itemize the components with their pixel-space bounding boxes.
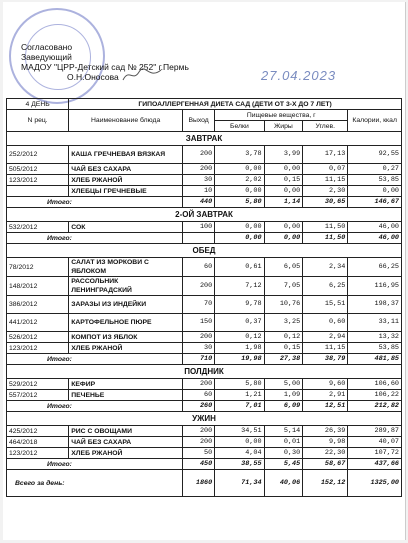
- table-cell: 22,30: [303, 448, 348, 459]
- table-cell: КАША ГРЕЧНЕВАЯ ВЯЗКАЯ: [69, 146, 183, 164]
- table-cell: 252/2012: [7, 146, 69, 164]
- total-row: [7, 354, 402, 365]
- table-cell: 450: [183, 459, 215, 470]
- table-cell: 6,25: [303, 277, 348, 296]
- col-calories: Калории, ккал: [348, 110, 402, 132]
- table-cell: 529/2012: [7, 379, 69, 390]
- table-cell: Итого:: [7, 459, 183, 470]
- table-cell: 2,02: [215, 175, 264, 186]
- table-cell: 53,85: [348, 343, 402, 354]
- table-cell: 212,82: [348, 401, 402, 412]
- table-cell: 5,80: [215, 379, 264, 390]
- table-cell: 71,34: [215, 470, 264, 497]
- table-cell: 9,60: [303, 379, 348, 390]
- table-cell: Всего за день:: [7, 470, 183, 497]
- table-cell: 2,91: [303, 390, 348, 401]
- table-row: [7, 379, 402, 390]
- table-cell: 1860: [183, 470, 215, 497]
- table-cell: 60: [183, 258, 215, 277]
- table-cell: 33,11: [348, 314, 402, 332]
- table-cell: 12,51: [303, 401, 348, 412]
- table-cell: 30: [183, 175, 215, 186]
- table-cell: 0,30: [264, 448, 303, 459]
- handwritten-date: 27.04.2023: [261, 68, 337, 83]
- table-cell: 4,04: [215, 448, 264, 459]
- table-cell: 150: [183, 314, 215, 332]
- table-cell: ЧАЙ БЕЗ САХАРА: [69, 437, 183, 448]
- table-cell: 0,00: [264, 233, 303, 244]
- table-cell: 2,34: [303, 258, 348, 277]
- table-cell: 5,80: [215, 197, 264, 208]
- table-row: [7, 277, 402, 296]
- table-cell: 30,65: [303, 197, 348, 208]
- table-cell: [7, 186, 69, 197]
- table-cell: 505/2012: [7, 164, 69, 175]
- table-cell: 146,67: [348, 197, 402, 208]
- table-cell: 526/2012: [7, 332, 69, 343]
- table-cell: 38,79: [303, 354, 348, 365]
- table-cell: 437,66: [348, 459, 402, 470]
- table-cell: КОМПОТ ИЗ ЯБЛОК: [69, 332, 183, 343]
- table-cell: 106,22: [348, 390, 402, 401]
- table-cell: 26,39: [303, 426, 348, 437]
- table-cell: 198,37: [348, 296, 402, 314]
- table-cell: 0,00: [215, 437, 264, 448]
- table-cell: 0,15: [264, 175, 303, 186]
- table-cell: 200: [183, 437, 215, 448]
- table-cell: 60: [183, 390, 215, 401]
- table-cell: 200: [183, 379, 215, 390]
- total-row: [7, 459, 402, 470]
- table-row: [7, 343, 402, 354]
- table-cell: 38,55: [215, 459, 264, 470]
- table-cell: [183, 233, 215, 244]
- table-cell: 3,99: [264, 146, 303, 164]
- table-cell: 200: [183, 146, 215, 164]
- table-cell: 200: [183, 277, 215, 296]
- table-cell: КЕФИР: [69, 379, 183, 390]
- table-cell: Итого:: [7, 354, 183, 365]
- table-row: [7, 390, 402, 401]
- table-cell: 440: [183, 197, 215, 208]
- table-cell: ПЕЧЕНЬЕ: [69, 390, 183, 401]
- table-cell: 0,60: [303, 314, 348, 332]
- table-cell: 1,09: [264, 390, 303, 401]
- table-cell: ХЛЕБЦЫ ГРЕЧНЕВЫЕ: [69, 186, 183, 197]
- table-cell: Итого:: [7, 197, 183, 208]
- table-cell: 532/2012: [7, 222, 69, 233]
- total-row: [7, 233, 402, 244]
- section-title: 2-ОЙ ЗАВТРАК: [7, 208, 402, 222]
- table-cell: 5,45: [264, 459, 303, 470]
- table-cell: 386/2012: [7, 296, 69, 314]
- table-cell: 0,00: [264, 186, 303, 197]
- table-cell: 40,07: [348, 437, 402, 448]
- table-cell: Итого:: [7, 401, 183, 412]
- table-cell: СОК: [69, 222, 183, 233]
- table-cell: 2,94: [303, 332, 348, 343]
- table-cell: 66,25: [348, 258, 402, 277]
- table-cell: 2,30: [303, 186, 348, 197]
- table-cell: 7,12: [215, 277, 264, 296]
- table-cell: 1325,00: [348, 470, 402, 497]
- table-row: [7, 437, 402, 448]
- table-cell: 7,05: [264, 277, 303, 296]
- table-cell: 152,12: [303, 470, 348, 497]
- table-cell: ХЛЕБ РЖАНОЙ: [69, 448, 183, 459]
- table-cell: 3,25: [264, 314, 303, 332]
- col-nutrients: Пищевые вещества, г: [215, 110, 348, 121]
- col-recipe: N рец.: [7, 110, 69, 132]
- table-cell: 46,00: [348, 222, 402, 233]
- section-header: [7, 132, 402, 146]
- table-cell: 34,51: [215, 426, 264, 437]
- table-cell: ЗАРАЗЫ ИЗ ИНДЕЙКИ: [69, 296, 183, 314]
- table-cell: 5,14: [264, 426, 303, 437]
- table-cell: 30: [183, 343, 215, 354]
- table-cell: 50: [183, 448, 215, 459]
- table-cell: 40,06: [264, 470, 303, 497]
- section-header: [7, 244, 402, 258]
- table-cell: 0,37: [215, 314, 264, 332]
- table-cell: 11,50: [303, 222, 348, 233]
- approval-line: МАДОУ "ЦРР-Детский сад № 252" г.Пермь: [21, 62, 189, 72]
- table-cell: 0,00: [215, 164, 264, 175]
- table-cell: 53,85: [348, 175, 402, 186]
- diet-title: ГИПОАЛЛЕРГЕННАЯ ДИЕТА САД (ДЕТИ ОТ 3-Х ДО 7 ЛЕТ): [69, 99, 402, 110]
- table-cell: 0,07: [303, 164, 348, 175]
- table-cell: 100: [183, 222, 215, 233]
- total-row: [7, 401, 402, 412]
- table-cell: КАРТОФЕЛЬНОЕ ПЮРЕ: [69, 314, 183, 332]
- table-row: [7, 314, 402, 332]
- table-cell: 1,21: [215, 390, 264, 401]
- table-row: [7, 258, 402, 277]
- table-cell: ХЛЕБ РЖАНОЙ: [69, 175, 183, 186]
- table-cell: 200: [183, 332, 215, 343]
- table-cell: 19,98: [215, 354, 264, 365]
- table-row: [7, 164, 402, 175]
- col-dish: Наименование блюда: [69, 110, 183, 132]
- table-cell: 0,00: [264, 222, 303, 233]
- table-cell: 9,98: [303, 437, 348, 448]
- table-cell: 9,78: [215, 296, 264, 314]
- table-cell: 46,00: [348, 233, 402, 244]
- table-cell: 70: [183, 296, 215, 314]
- table-cell: 11,15: [303, 175, 348, 186]
- table-row: [7, 426, 402, 437]
- menu-sheet: [3, 2, 406, 540]
- table-cell: 6,09: [264, 401, 303, 412]
- col-carbs: Углев.: [303, 121, 348, 132]
- col-protein: Белки: [215, 121, 264, 132]
- table-cell: 106,60: [348, 379, 402, 390]
- table-row: [7, 222, 402, 233]
- table-cell: 557/2012: [7, 390, 69, 401]
- table-cell: 710: [183, 354, 215, 365]
- section-header: [7, 208, 402, 222]
- table-cell: 13,32: [348, 332, 402, 343]
- table-cell: 200: [183, 426, 215, 437]
- signature: [121, 66, 163, 84]
- table-cell: 78/2012: [7, 258, 69, 277]
- section-header: [7, 365, 402, 379]
- table-cell: 481,85: [348, 354, 402, 365]
- table-cell: 3,78: [215, 146, 264, 164]
- approval-line: Согласовано: [21, 42, 73, 52]
- table-cell: 7,01: [215, 401, 264, 412]
- col-fat: Жиры: [264, 121, 303, 132]
- table-cell: 1,98: [215, 343, 264, 354]
- menu-table: [6, 98, 402, 497]
- table-cell: ЧАЙ БЕЗ САХАРА: [69, 164, 183, 175]
- table-cell: 123/2012: [7, 343, 69, 354]
- table-cell: 123/2012: [7, 448, 69, 459]
- table-cell: 0,12: [264, 332, 303, 343]
- approval-line: Заведующий: [21, 52, 72, 62]
- table-cell: 441/2012: [7, 314, 69, 332]
- table-cell: Итого:: [7, 233, 183, 244]
- table-cell: 27,38: [264, 354, 303, 365]
- section-title: ПОЛДНИК: [7, 365, 402, 379]
- table-row: [7, 332, 402, 343]
- table-cell: 289,87: [348, 426, 402, 437]
- table-cell: 15,51: [303, 296, 348, 314]
- approval-block: [21, 42, 189, 82]
- table-cell: 5,00: [264, 379, 303, 390]
- table-cell: ХЛЕБ РЖАНОЙ: [69, 343, 183, 354]
- table-cell: 123/2012: [7, 175, 69, 186]
- table-row: [7, 175, 402, 186]
- table-cell: 260: [183, 401, 215, 412]
- total-row: [7, 197, 402, 208]
- table-cell: 0,15: [264, 343, 303, 354]
- table-cell: 107,72: [348, 448, 402, 459]
- table-cell: 0,00: [348, 186, 402, 197]
- day-total-row: [7, 470, 402, 497]
- table-cell: 10,76: [264, 296, 303, 314]
- table-row: [7, 448, 402, 459]
- table-cell: 0,01: [264, 437, 303, 448]
- col-output: Выход: [183, 110, 215, 132]
- approval-line: О.Н.Оносова: [67, 72, 119, 82]
- table-cell: 425/2012: [7, 426, 69, 437]
- table-cell: 11,15: [303, 343, 348, 354]
- table-cell: РАССОЛЬНИК ЛЕНИНГРАДСКИЙ: [69, 277, 183, 296]
- table-row: [7, 186, 402, 197]
- table-cell: 0,12: [215, 332, 264, 343]
- table-cell: 200: [183, 164, 215, 175]
- table-cell: 116,95: [348, 277, 402, 296]
- table-cell: 6,05: [264, 258, 303, 277]
- section-title: УЖИН: [7, 412, 402, 426]
- section-title: ЗАВТРАК: [7, 132, 402, 146]
- section-header: [7, 412, 402, 426]
- table-cell: 58,67: [303, 459, 348, 470]
- table-cell: 0,00: [264, 164, 303, 175]
- table-cell: 0,00: [215, 233, 264, 244]
- table-cell: 10: [183, 186, 215, 197]
- section-title: ОБЕД: [7, 244, 402, 258]
- table-cell: 464/2018: [7, 437, 69, 448]
- table-cell: 17,13: [303, 146, 348, 164]
- table-cell: 92,55: [348, 146, 402, 164]
- table-cell: САЛАТ ИЗ МОРКОВИ С ЯБЛОКОМ: [69, 258, 183, 277]
- day-label: 4 ДЕНЬ: [7, 99, 69, 110]
- table-cell: 0,27: [348, 164, 402, 175]
- table-cell: 0,61: [215, 258, 264, 277]
- table-cell: 1,14: [264, 197, 303, 208]
- table-cell: РИС С ОВОЩАМИ: [69, 426, 183, 437]
- table-cell: 148/2012: [7, 277, 69, 296]
- table-row: [7, 146, 402, 164]
- table-cell: 0,00: [215, 186, 264, 197]
- table-cell: 0,00: [215, 222, 264, 233]
- table-cell: 11,50: [303, 233, 348, 244]
- table-row: [7, 296, 402, 314]
